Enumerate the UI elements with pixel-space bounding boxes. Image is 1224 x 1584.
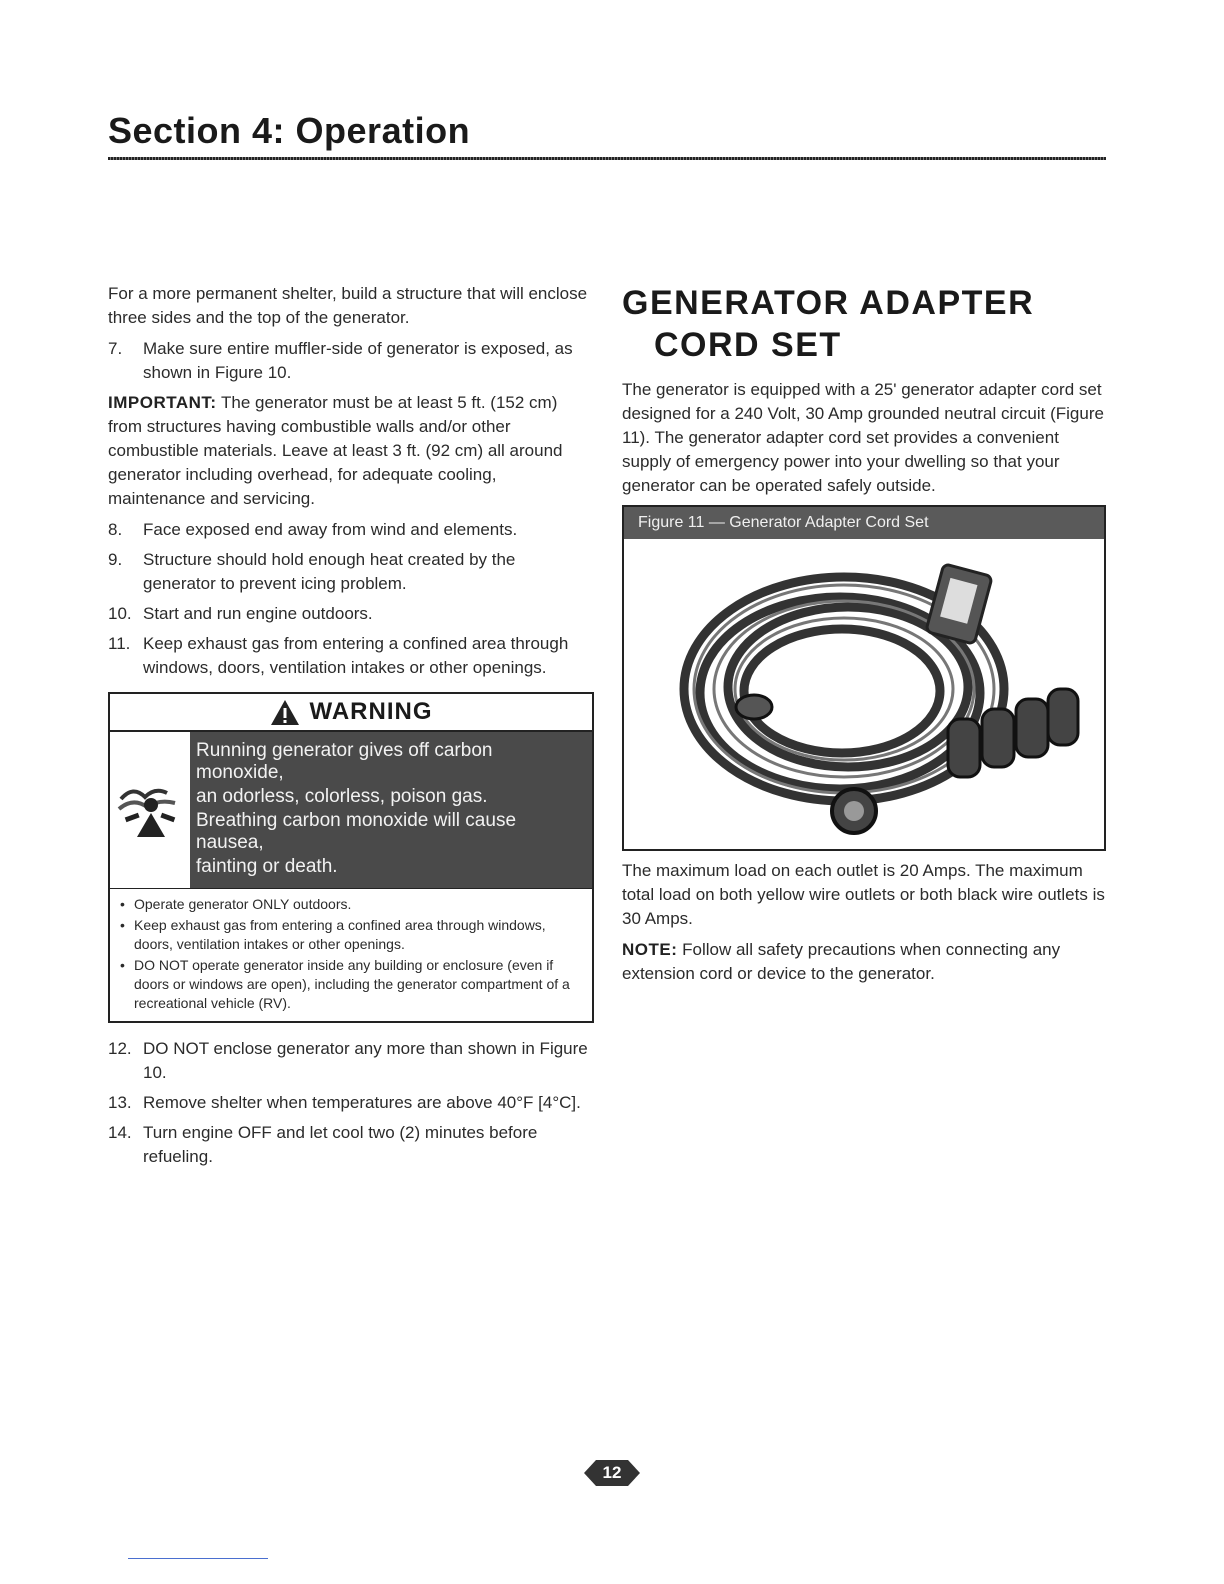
important-paragraph	[108, 391, 590, 511]
warning-hazard-row	[110, 732, 592, 889]
hazard-line: fainting or death.	[196, 856, 338, 877]
step-8	[108, 518, 590, 542]
warning-box	[108, 692, 594, 1023]
warning-title: WARNING	[309, 698, 433, 725]
important-label: IMPORTANT:	[108, 393, 217, 412]
adapter-heading-line2: CORD SET	[654, 326, 842, 364]
title-rule	[108, 157, 1106, 160]
hazard-line: Breathing carbon monoxide will cause nausea,	[196, 810, 517, 853]
step-7	[108, 337, 590, 385]
step-number: 11.	[108, 634, 131, 653]
page-number: 12	[602, 1463, 622, 1482]
step-text: Structure should hold enough heat created by the generator to prevent icing problem.	[143, 550, 516, 593]
step-text: Face exposed end away from wind and elements.	[143, 520, 518, 539]
note-text: Follow all safety precautions when connecting any extension cord or device to the generator.	[622, 940, 1061, 983]
warning-triangle-icon	[270, 699, 300, 726]
step-number: 7.	[108, 339, 123, 358]
step-12	[108, 1037, 590, 1085]
note-label: NOTE:	[622, 940, 678, 959]
max-load-paragraph: The maximum load on each outlet is 20 Amps. The maximum total load on both yellow wire outlets or both black wire outlets is 30 Amps.	[622, 861, 1105, 928]
step-text: Make sure entire muffler-side of generator is exposed, as shown in Figure 10.	[143, 339, 573, 382]
cord-set-image	[624, 539, 1104, 849]
hazard-line: Running generator gives off carbon monoxide,	[196, 740, 493, 783]
step-14	[108, 1121, 590, 1169]
warning-bullet: • Operate generator ONLY outdoors.	[120, 895, 580, 914]
step-9	[108, 548, 590, 596]
warning-instructions	[110, 889, 592, 1021]
hazard-line: an odorless, colorless, poison gas.	[196, 786, 488, 807]
step-number: 14.	[108, 1123, 132, 1142]
figure-caption: Figure 11 — Generator Adapter Cord Set	[624, 507, 1104, 539]
step-number: 8.	[108, 520, 123, 539]
step-text: Start and run engine outdoors.	[143, 604, 373, 623]
toxic-fumes-icon	[110, 732, 190, 888]
step-number: 13.	[108, 1093, 132, 1112]
step-text: Keep exhaust gas from entering a confined area through windows, doors, ventilation intakes or other openings.	[143, 634, 569, 677]
step-text: DO NOT enclose generator any more than shown in Figure 10.	[143, 1039, 588, 1082]
adapter-heading	[622, 282, 1106, 366]
step-11	[108, 632, 590, 680]
step-text: Turn engine OFF and let cool two (2) minutes before refueling.	[143, 1123, 538, 1166]
page-number-badge	[584, 1458, 640, 1488]
step-number: 12.	[108, 1039, 132, 1058]
step-13	[108, 1091, 590, 1115]
warning-bullet: • DO NOT operate generator inside any building or enclosure (even if doors or windows are open), including the generator compartment of a recreational vehicle (RV).	[120, 956, 580, 1013]
section-title: Section 4: Operation	[108, 110, 471, 151]
step-number: 10.	[108, 604, 132, 623]
adapter-heading-line1: GENERATOR ADAPTER	[622, 284, 1035, 322]
footer-line	[128, 1558, 268, 1559]
intro-paragraph: For a more permanent shelter, build a structure that will enclose three sides and the top of the generator.	[108, 284, 588, 327]
right-column	[622, 282, 1106, 993]
step-10	[108, 602, 590, 626]
figure-11	[622, 505, 1106, 851]
step-number: 9.	[108, 550, 123, 569]
note-paragraph	[622, 938, 1106, 986]
warning-hazard-text	[190, 732, 592, 888]
adapter-intro: The generator is equipped with a 25' generator adapter cord set designed for a 240 Volt, 30 Amp grounded neutral circuit (Figure 11). The generator adapter cord set provides a convenient supply of emergency power into your dwelling so that your generator can be operated safely outside.	[622, 380, 1104, 495]
important-text: The generator must be at least 5 ft. (152 cm) from structures having combustible walls and/or other combustible materials. Leave at least 3 ft. (92 cm) all around generator including overhead, for adequate cooling, maintenance and servicing.	[108, 393, 563, 508]
step-text: Remove shelter when temperatures are above 40°F [4°C].	[143, 1093, 581, 1112]
warning-header	[110, 694, 592, 732]
warning-bullet: • Keep exhaust gas from entering a confined area through windows, doors, ventilation intakes or other openings.	[120, 916, 580, 954]
left-column	[108, 282, 590, 1175]
